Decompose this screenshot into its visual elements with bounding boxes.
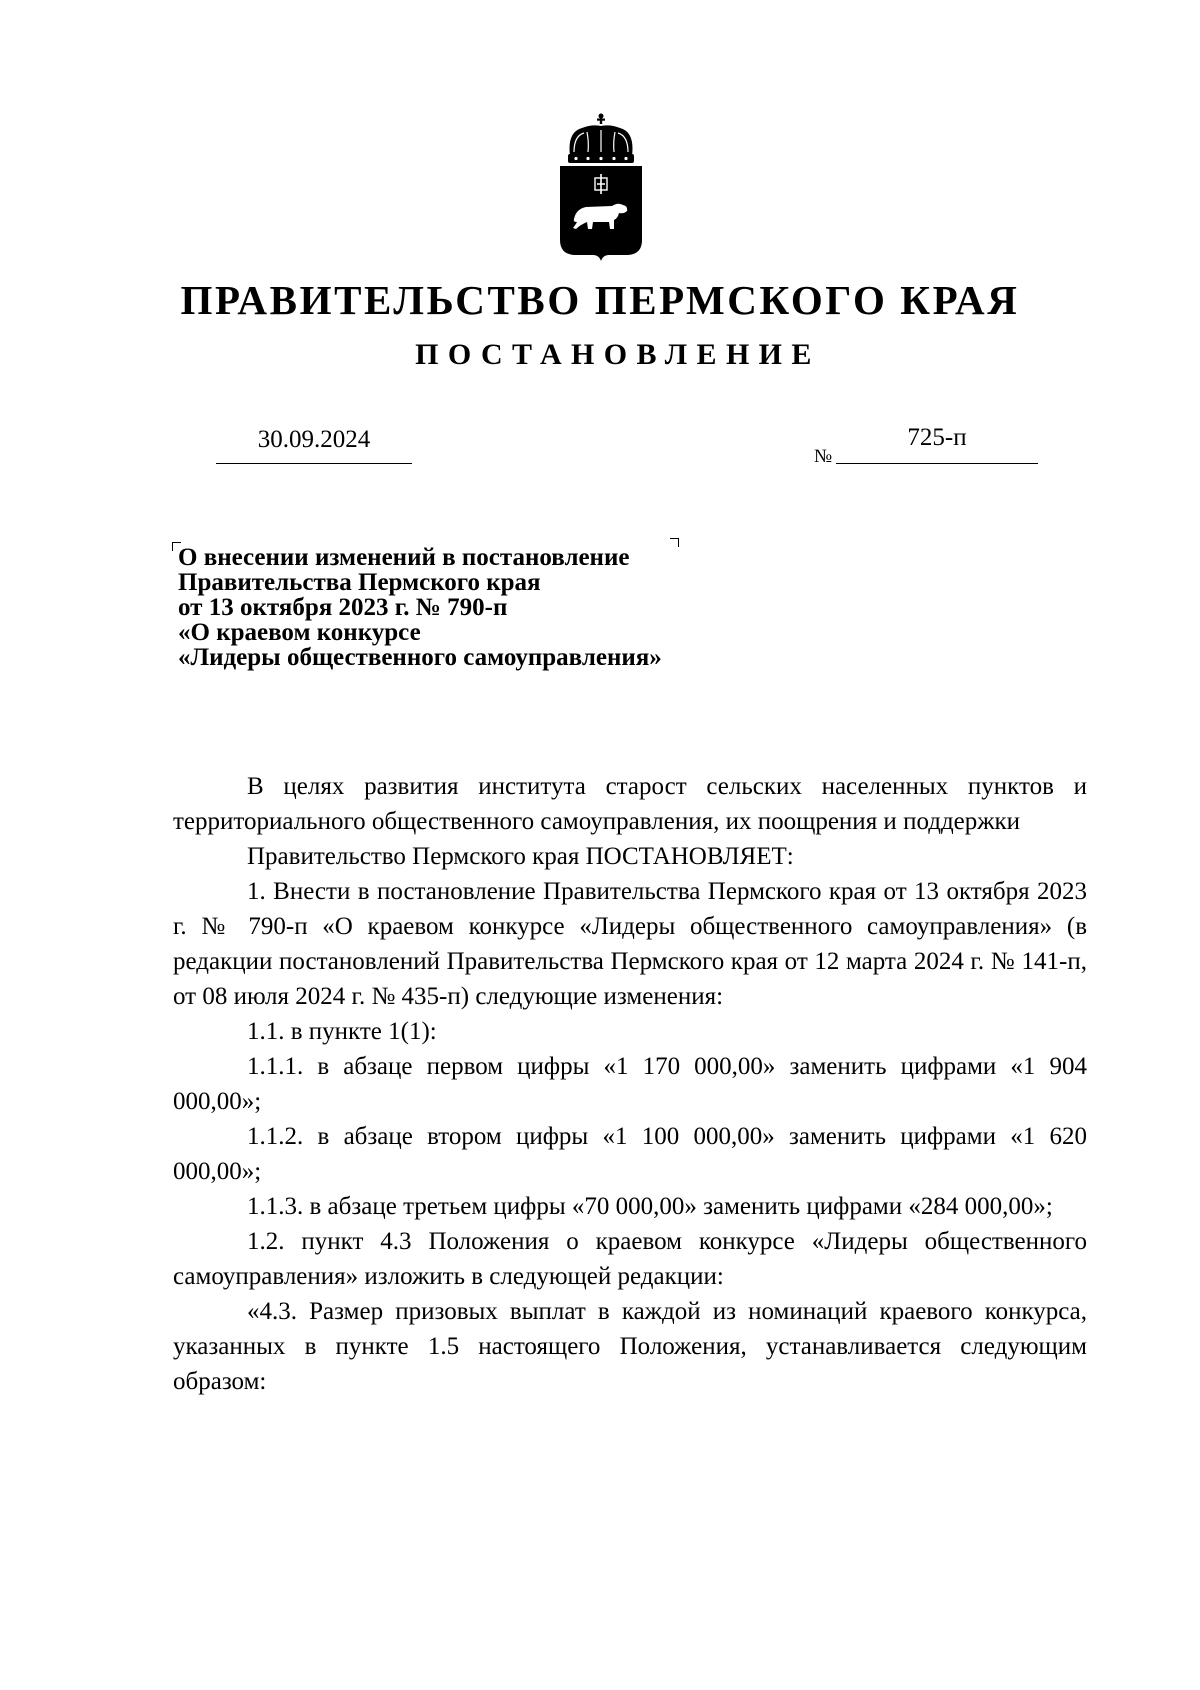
- document-date: 30.09.2024: [257, 426, 371, 453]
- body-paragraph-item-1: 1. Внести в постановление Правительства Пермского края от 13 октября 2023 г. № 790-п «О краевом конкурсе «Лидеры общественного самоуправления» (в редакции постановлений Правительства Пермского края от 12 марта 2024 г. № 141-п, от 08 июля 2024 г. № 435-п) следующие изменения:: [173, 878, 1087, 1010]
- document-subject: [178, 545, 662, 670]
- body-paragraph-item-1-1-2: 1.1.2. в абзаце втором цифры «1 100 000,00» заменить цифрами «1 620 000,00»;: [173, 1123, 1087, 1185]
- document-body: [173, 769, 1087, 1399]
- subject-line: Правительства Пермского края: [178, 569, 541, 596]
- subject-line: «Лидеры общественного самоуправления»: [178, 644, 662, 671]
- date-underline: [216, 463, 412, 464]
- body-paragraph-item-1-1-3: 1.1.3. в абзаце третьем цифры «70 000,00» заменить цифрами «284 000,00»;: [247, 1193, 1053, 1220]
- subject-corner-right: [670, 538, 679, 547]
- number-sign: №: [814, 446, 833, 467]
- subject-line: «О краевом конкурсе: [178, 619, 421, 646]
- number-underline: [836, 463, 1038, 464]
- body-paragraph-resolves: Правительство Пермского края ПОСТАНОВЛЯЕТ:: [247, 843, 794, 870]
- perm-krai-coat-of-arms-icon: [552, 112, 650, 262]
- body-paragraph-item-4-3: «4.3. Размер призовых выплат в каждой из номинаций краевого конкурса, указанных в пункте 1.5 настоящего Положения, устанавливается следующим образом:: [173, 1298, 1087, 1395]
- body-paragraph-preamble: В целях развития института старост сельских населенных пунктов и территориального общественного самоуправления, их поощрения и поддержки: [173, 773, 1087, 835]
- subject-line: от 13 октября 2023 г. № 790-п: [178, 594, 508, 621]
- body-paragraph-item-1-1-1: 1.1.1. в абзаце первом цифры «1 170 000,00» заменить цифрами «1 904 000,00»;: [173, 1053, 1087, 1115]
- body-paragraph-item-1-2: 1.2. пункт 4.3 Положения о краевом конкурсе «Лидеры общественного самоуправления» изложить в следующей редакции:: [173, 1228, 1087, 1290]
- body-paragraph-item-1-1: 1.1. в пункте 1(1):: [247, 1018, 437, 1045]
- document-number: 725-п: [907, 424, 967, 451]
- document-type: ПОСТАНОВЛЕНИЕ: [415, 338, 821, 371]
- government-name: ПРАВИТЕЛЬСТВО ПЕРМСКОГО КРАЯ: [180, 277, 1020, 323]
- subject-line: О внесении изменений в постановление: [178, 544, 630, 571]
